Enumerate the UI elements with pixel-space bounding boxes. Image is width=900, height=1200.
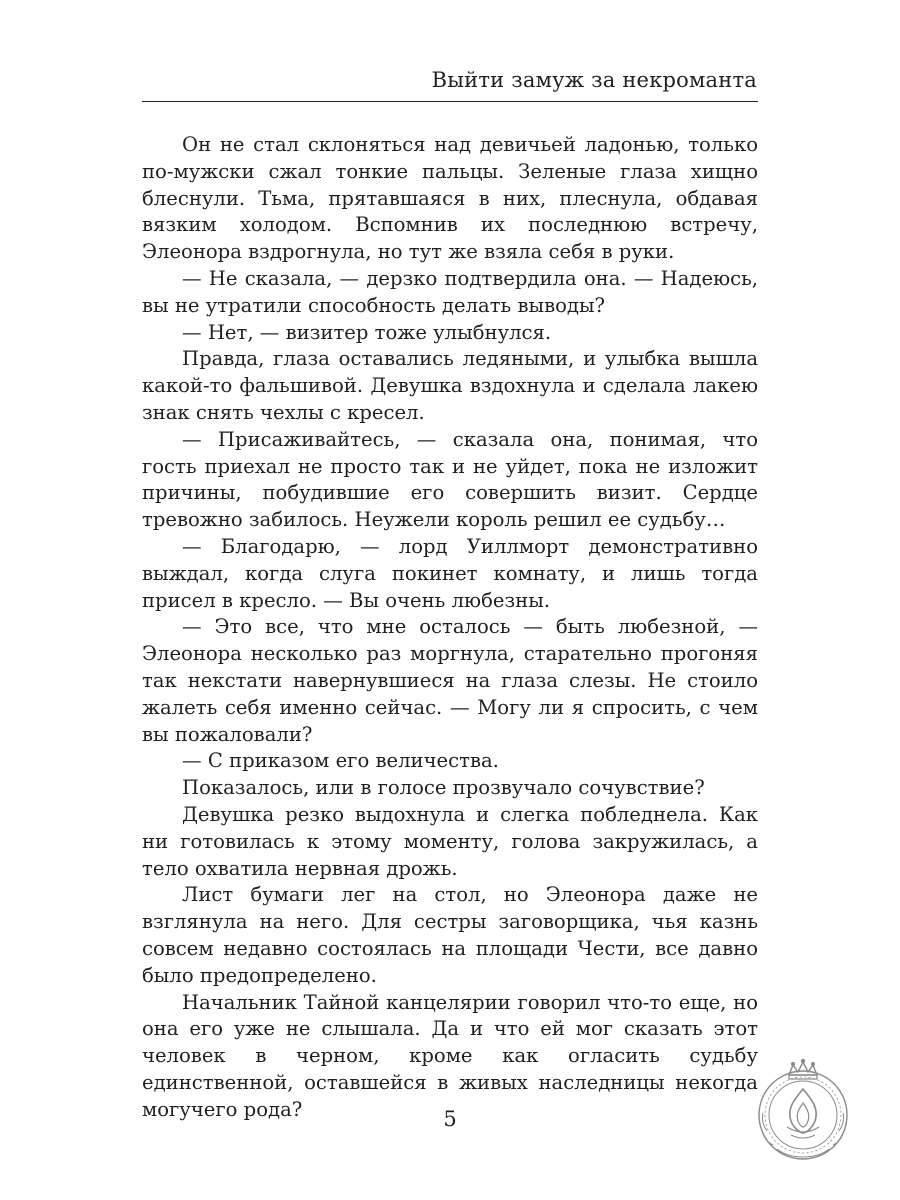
- running-title: Выйти замуж за некроманта: [431, 68, 757, 92]
- paragraph: Правда, глаза оставались ледяными, и улыбка вышла какой-то фальшивой. Девушка вздохнула и сделала лакею знак снять чехлы с кресел.: [142, 347, 758, 424]
- paragraph: Лист бумаги лег на стол, но Элеонора даже не взглянула на него. Для сестры заговорщика, чья казнь совсем недавно состоялась на площади Чести, все давно было предопределено.: [142, 883, 758, 987]
- paragraph: Девушка резко выдохнула и слегка побледнела. Как ни готовилась к этому моменту, голова закружилась, а тело охватила нервная дрожь.: [142, 802, 758, 880]
- paragraph: — С приказом его величества.: [182, 749, 499, 773]
- paragraph: — Не сказала, — дерзко подтвердила она. — Надеюсь, вы не утратили способность делать выводы?: [142, 266, 758, 317]
- page-number: 5: [443, 1107, 457, 1131]
- paragraph: Показалось, или в голосе прозвучало сочувствие?: [182, 776, 705, 800]
- crowned-flame-seal-icon: [747, 1053, 859, 1165]
- paragraph: — Благодарю, — лорд Уиллморт демонстративно выждал, когда слуга покинет комнату, и лишь тогда присел в кресло. — Вы очень любезны.: [142, 534, 758, 612]
- paragraph: — Присаживайтесь, — сказала она, понимая, что гость приехал не просто так и не уйдет, пока не изложит причины, побудившие его совершить визит. Сердце тревожно забилось. Неужели король решил ее судьбу…: [142, 427, 758, 532]
- paragraph: Он не стал склоняться над девичьей ладонью, только по-мужски сжал тонкие пальцы. Зеленые глаза хищно блеснули. Тьма, прятавшаяся в них, плеснула, обдавая вязким холодом. Вспомнив их последнюю встречу, Элеонора вздрогнула, но тут же взяла себя в руки.: [142, 133, 758, 264]
- paragraph: — Это все, что мне осталось — быть любезной, — Элеонора несколько раз моргнула, старательно прогоняя так некстати навернувшиеся на глаза слезы. Не стоило жалеть себя именно сейчас. — Могу ли я спросить, с чем вы пожаловали?: [142, 615, 758, 746]
- header-rule: [142, 101, 758, 102]
- paragraph: Начальник Тайной канцелярии говорил что-то еще, но она его уже не слышала. Да и что ей мог сказать этот человек в черном, кроме как огласить судьбу единственной, оставшейся в живых наследницы некогда могучего рода?: [142, 990, 758, 1121]
- body-text: [142, 132, 758, 1123]
- paragraph: — Нет, — визитер тоже улыбнулся.: [182, 320, 552, 344]
